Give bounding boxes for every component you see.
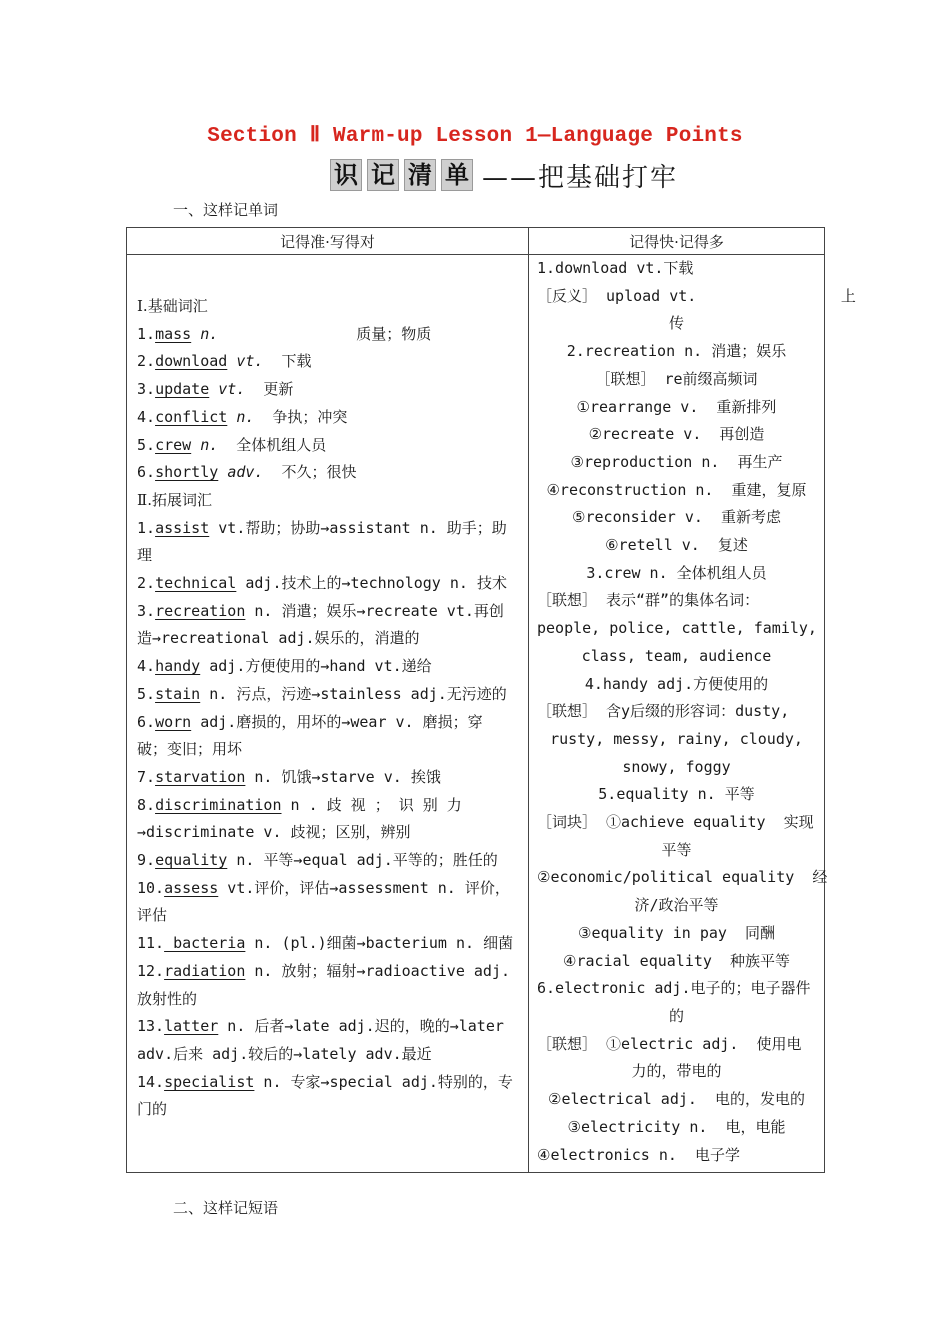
memory-tip-line: 的 (668, 1006, 684, 1025)
basic-vocab-item (137, 404, 519, 432)
vocab-word: discrimination (155, 795, 282, 814)
memory-tip-line: 3.crew n. 全体机组人员 (586, 563, 767, 582)
vocab-detail: vt.评价，评估→assessment n. 评价， (218, 878, 510, 897)
vocab-word: assess (164, 878, 219, 897)
vocab-detail-continued: →discriminate v. 歧视；区别，辨别 (137, 823, 411, 842)
extended-vocab-item (137, 847, 519, 875)
item-number: 3. (137, 380, 156, 399)
memory-tip-line: ③reproduction n. 再生产 (570, 452, 783, 471)
memory-tip-line: 6.electronic adj.电子的；电子器件 (537, 979, 811, 998)
extended-vocab-heading: Ⅱ.拓展词汇 (137, 490, 212, 509)
vocab-detail: n. 专家→special adj.特别的，专 (254, 1072, 513, 1091)
vocab-word: crew (155, 435, 192, 454)
stamp-char: 识 (330, 159, 362, 191)
stamp-char: 单 (441, 159, 473, 191)
vocab-detail: n. 平等→equal adj.平等的；胜任的 (227, 851, 498, 870)
extended-vocab-item (137, 958, 519, 986)
item-number: 1. (137, 324, 156, 343)
extended-vocab-item (137, 1069, 519, 1097)
vocab-word: update (155, 380, 210, 399)
vocab-detail: adj.技术上的→technology n. 技术 (236, 574, 507, 593)
right-column (529, 255, 856, 1173)
memory-tip-line: ⑤reconsider v. 重新考虑 (572, 508, 781, 527)
vocab-detail-continued: 破；变旧；用坏 (137, 740, 243, 759)
memory-tip-line: 力的，带电的 (631, 1062, 722, 1081)
vocab-detail: n. 消遣；娱乐→recreate vt.再创 (245, 601, 504, 620)
vocab-meaning: 质量；物质 (356, 324, 432, 343)
vocab-word: shortly (155, 463, 219, 482)
item-number: 4. (137, 407, 156, 426)
memory-tip-line: ［联想］ re前缀高频词 (595, 369, 758, 388)
basic-vocab-list (137, 321, 519, 487)
extended-vocab-item (137, 653, 519, 681)
extended-vocab-item (137, 598, 519, 626)
vocab-detail-continued: 评估 (137, 906, 168, 925)
vocab-detail: adj.方便使用的→hand vt.递给 (200, 657, 432, 676)
vocab-word: stain (155, 684, 201, 703)
basic-vocab-item (137, 432, 519, 460)
section-heading-words: 一、这样记单词 (173, 201, 279, 219)
vocab-word: mass (155, 324, 192, 343)
extended-vocab-item (137, 515, 519, 543)
vocab-word: bacteria (164, 934, 246, 953)
vocab-word: handy (155, 657, 201, 676)
extended-vocab-list (137, 515, 519, 1124)
item-number: 9. (137, 851, 156, 870)
vocab-detail-continued: 理 (137, 546, 153, 565)
vocab-word: recreation (155, 601, 246, 620)
header-right: 记得快·记得多 (529, 228, 825, 255)
item-number: 10. (137, 878, 165, 897)
memory-tip-line: 5.equality n. 平等 (598, 785, 755, 804)
memory-tip-line: ③equality in pay 同酬 (578, 923, 775, 942)
vocabulary-table (126, 227, 856, 1173)
vocab-word: latter (164, 1017, 219, 1036)
vocab-detail-continued: 造→recreational adj.娱乐的，消遣的 (137, 629, 420, 648)
item-number: 2. (137, 574, 156, 593)
basic-vocab-item (137, 348, 519, 376)
basic-vocab-item (137, 376, 519, 404)
part-of-speech: vt. (218, 380, 246, 399)
part-of-speech: vt. (236, 352, 264, 371)
left-column (127, 255, 529, 1173)
item-number: 5. (137, 684, 156, 703)
memory-tip-line: ［词块］ ①achieve equality 实现 (537, 813, 814, 832)
vocab-word: conflict (155, 407, 228, 426)
item-number: 13. (137, 1017, 165, 1036)
memory-tip-line: ③electricity n. 电，电能 (567, 1117, 786, 1136)
item-number: 14. (137, 1072, 165, 1091)
vocab-meaning: 更新 (263, 380, 294, 399)
vocab-detail: n. 污点，污迹→stainless adj.无污迹的 (200, 684, 507, 703)
memory-tip-line: 1.download vt.下载 (537, 259, 694, 277)
subtitle-text: ——把基础打牢 (482, 162, 679, 193)
part-of-speech: n. (200, 435, 219, 454)
memory-tip-line: ⑥retell v. 复述 (605, 536, 748, 555)
vocab-detail: n. 饥饿→starve v. 挨饿 (245, 767, 441, 786)
memory-tip-line: rusty, messy, rainy, cloudy, (550, 729, 803, 748)
memory-tip-line: 平等 (661, 840, 692, 859)
vocab-meaning: 不久；很快 (281, 463, 357, 482)
item-number: 7. (137, 767, 156, 786)
vocab-word: assist (155, 518, 210, 537)
item-number: 2. (137, 352, 156, 371)
memory-tip-line: ［联想］ ①electric adj. 使用电 (537, 1034, 802, 1053)
vocab-word: worn (155, 712, 192, 731)
item-number: 1. (137, 518, 156, 537)
vocab-detail: n. 放射；辐射→radioactive adj. (245, 961, 511, 980)
memory-tip-line: people, police, cattle, family, (537, 619, 817, 638)
vocab-word: download (155, 352, 228, 371)
vocab-word: specialist (164, 1072, 255, 1091)
vocab-detail: n . 歧 视 ； 识 别 力 (281, 795, 462, 814)
item-number: 8. (137, 795, 156, 814)
memory-tip-line: ①rearrange v. 重新排列 (576, 397, 777, 416)
vocab-meaning: 争执；冲突 (272, 407, 348, 426)
item-number: 3. (137, 601, 156, 620)
vocab-detail-continued: adv.后来 adj.较后的→lately adv.最近 (137, 1044, 432, 1063)
item-number: 12. (137, 961, 165, 980)
memory-tip-line: ②economic/political equality 经 (537, 868, 828, 887)
document-title: Section Ⅱ Warm-up Lesson 1—Language Points (207, 125, 743, 148)
item-number: 6. (137, 463, 156, 482)
item-number: 4. (137, 657, 156, 676)
basic-vocab-heading: Ⅰ.基础词汇 (137, 297, 208, 315)
subtitle-banner (330, 158, 678, 192)
extended-vocab-item (137, 681, 519, 709)
item-number: 6. (137, 712, 156, 731)
vocab-word: radiation (164, 961, 246, 980)
extended-vocab-item (137, 709, 519, 737)
item-number: 5. (137, 435, 156, 454)
vocab-word: equality (155, 851, 228, 870)
vocab-detail: n. (pl.)细菌→bacterium n. 细菌 (245, 934, 514, 953)
vocab-word: technical (155, 574, 237, 593)
extended-vocab-item (137, 930, 519, 958)
memory-tip-line: ［联想］ 含y后缀的形容词：dusty, (537, 702, 790, 721)
memory-tip-line: 4.handy adj.方便使用的 (584, 674, 769, 693)
basic-vocab-item (137, 321, 519, 349)
basic-vocab-item (137, 459, 519, 487)
vocab-detail-continued: 门的 (137, 1100, 168, 1119)
vocab-detail: n. 后者→late adj.迟的，晚的→later (218, 1017, 504, 1036)
section-heading-phrases: 二、这样记短语 (173, 1199, 279, 1217)
vocab-meaning: 下载 (281, 352, 312, 371)
memory-tip-line: ④racial equality 种族平等 (563, 951, 790, 970)
stamp-char: 清 (404, 159, 436, 191)
vocab-detail: adj.磨损的，用坏的→wear v. 磨损；穿 (191, 712, 483, 731)
memory-tip-line: ④electronics n. 电子学 (537, 1145, 740, 1164)
extended-vocab-item (137, 792, 519, 820)
item-number: 11. (137, 934, 165, 953)
extended-vocab-item (137, 875, 519, 903)
stamp-char: 记 (367, 159, 399, 191)
memory-tip-line: ②recreate v. 再创造 (588, 425, 765, 444)
extended-vocab-item (137, 1013, 519, 1041)
memory-tip-line: 传 (668, 314, 684, 333)
memory-tip-line: snowy, foggy (622, 757, 731, 776)
memory-tip-line: class, team, audience (581, 646, 772, 665)
extended-vocab-item (137, 570, 519, 598)
part-of-speech: adv. (227, 463, 264, 482)
memory-tip-line: ［反义］ upload vt. 上 (537, 286, 856, 305)
memory-tip-line: 济/政治平等 (634, 896, 719, 915)
part-of-speech: n. (236, 407, 255, 426)
memory-tip-line: ④reconstruction n. 重建，复原 (546, 480, 807, 499)
extended-vocab-item (137, 764, 519, 792)
header-left: 记得准·写得对 (127, 228, 529, 255)
memory-tip-line: 2.recreation n. 消遣；娱乐 (566, 342, 787, 361)
vocab-meaning: 全体机组人员 (236, 435, 327, 454)
part-of-speech: n. (200, 324, 219, 343)
memory-tip-line: ②electrical adj. 电的，发电的 (548, 1090, 805, 1109)
memory-tip-line: ［联想］ 表示“群”的集体名词： (537, 591, 760, 610)
memory-tips-list (537, 255, 856, 1169)
vocab-detail: vt.帮助；协助→assistant n. 助手；助 (209, 518, 507, 537)
vocab-detail-continued: 放射性的 (137, 989, 198, 1008)
vocab-word: starvation (155, 767, 246, 786)
